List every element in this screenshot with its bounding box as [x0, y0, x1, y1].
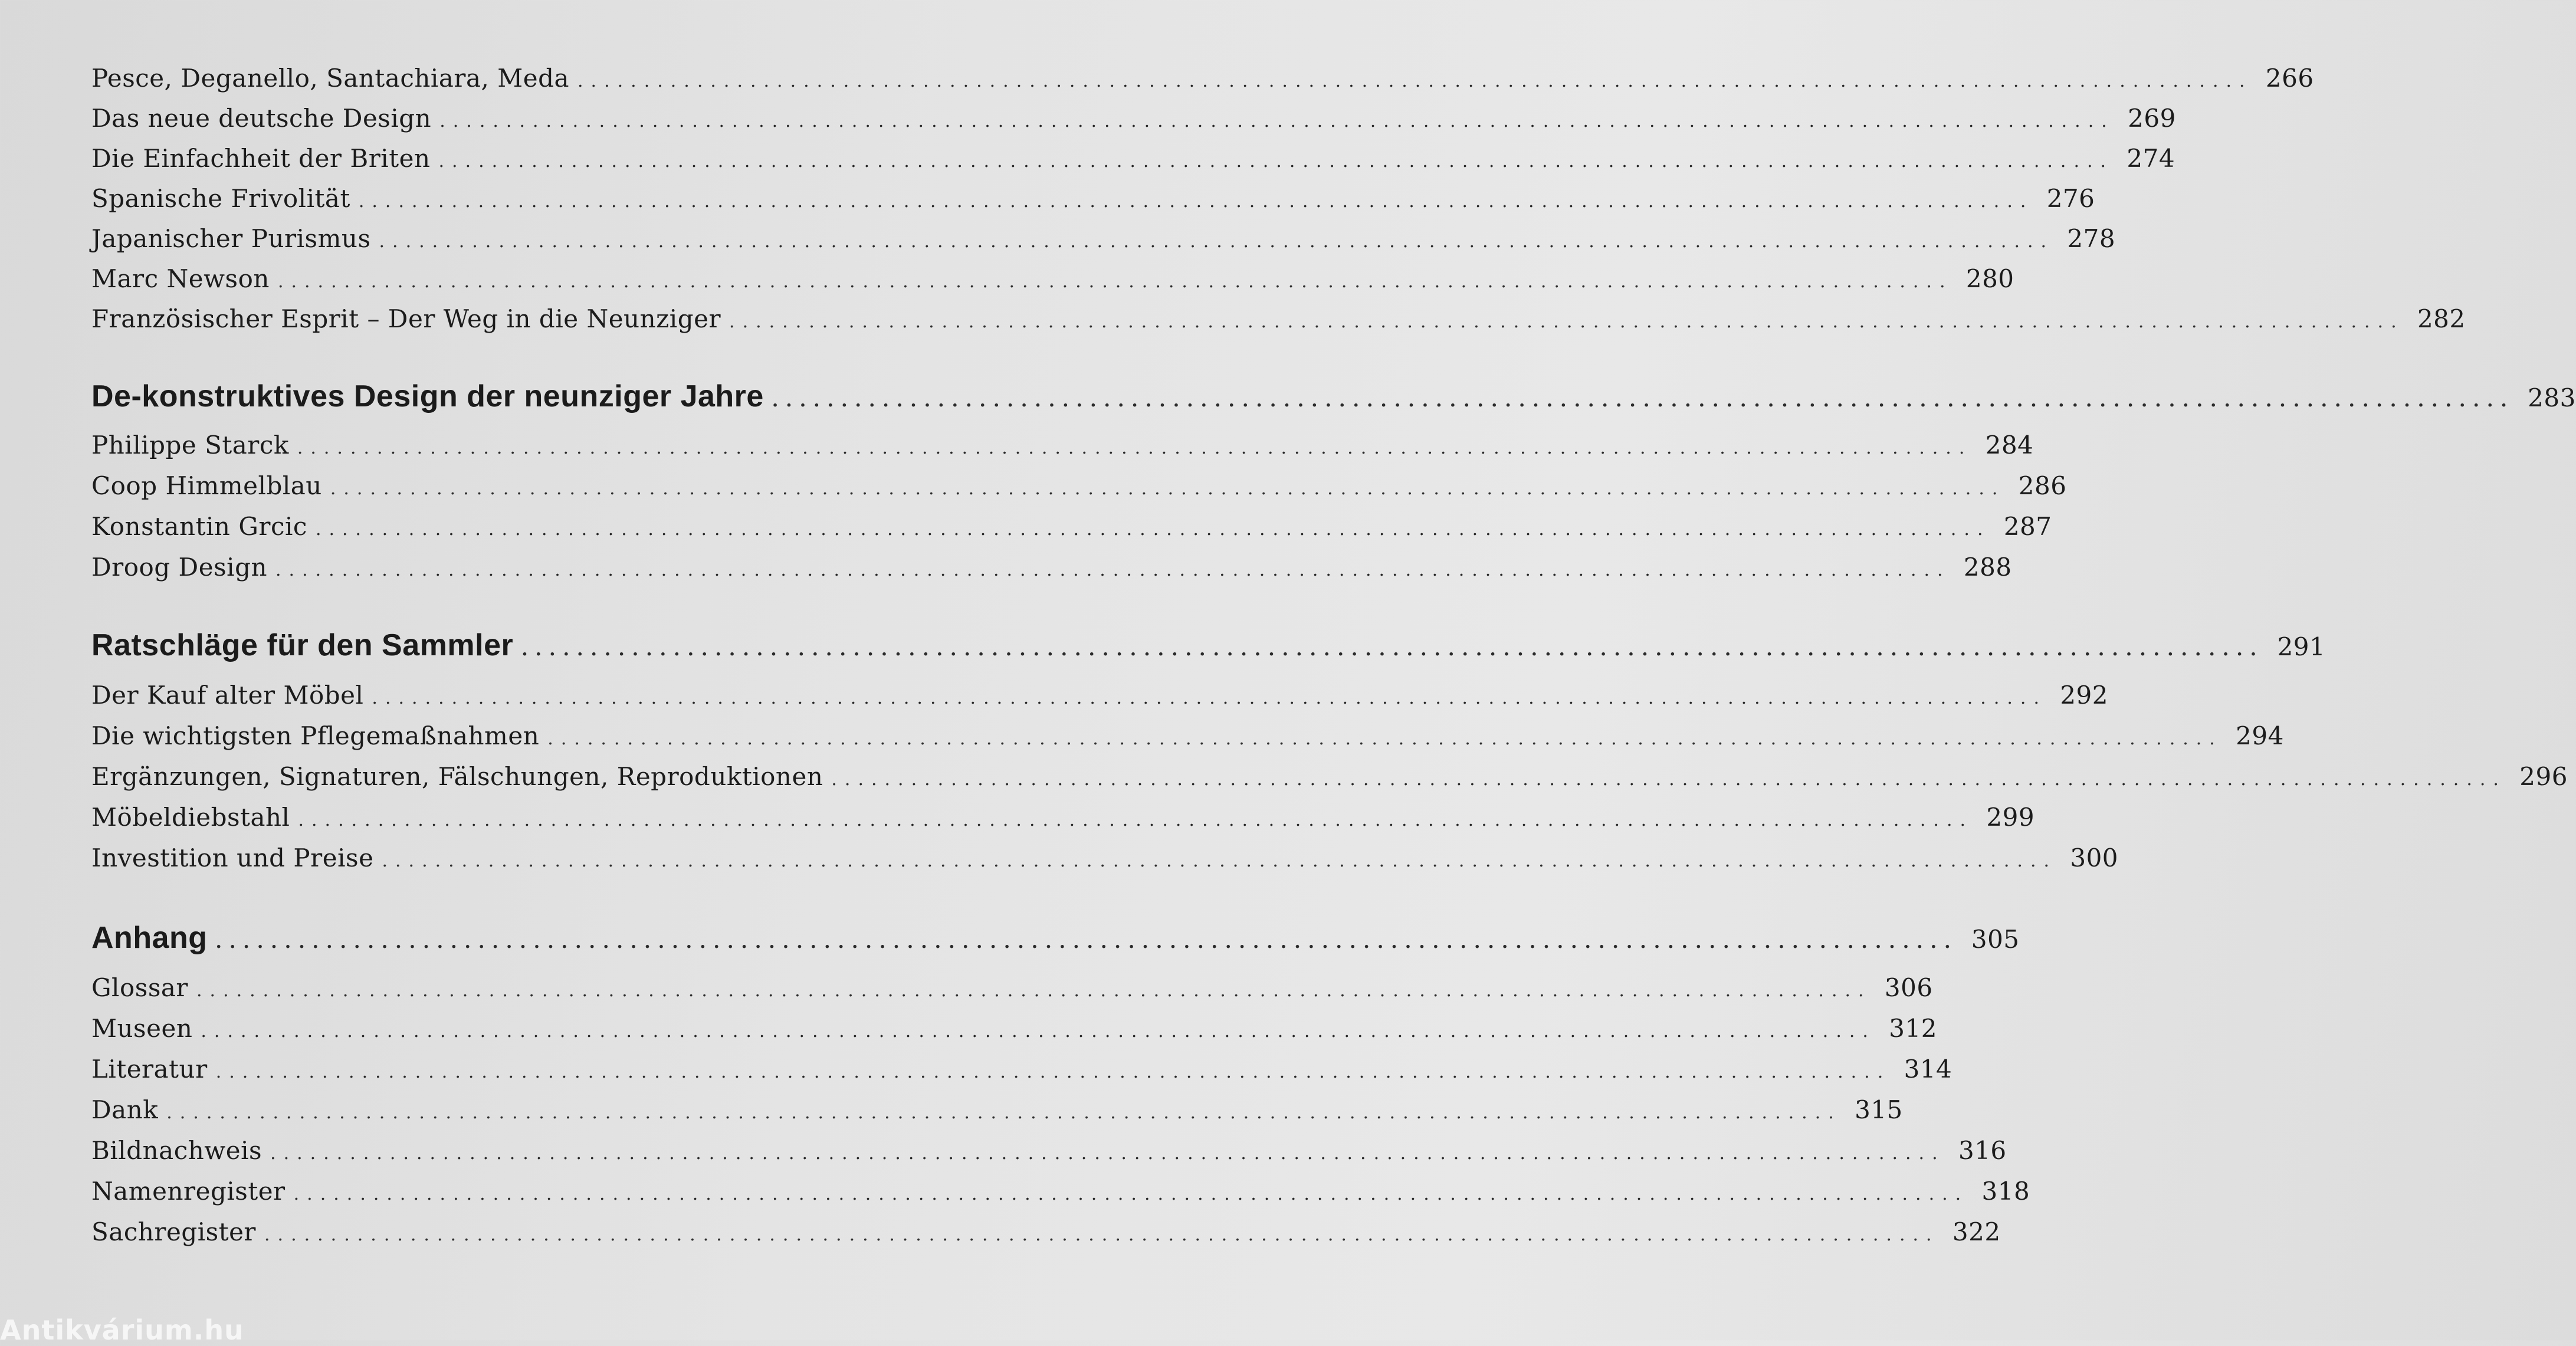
toc-entry: [91, 1217, 2001, 1246]
toc-entry: [91, 64, 2314, 93]
toc-entry: [91, 681, 2108, 710]
toc-entry-title: Coop Himmelblau: [91, 471, 322, 500]
toc-entry-title: Die wichtigsten Pflegemaßnahmen: [91, 721, 540, 750]
dot-leader: ..............................................................................................................................: [315, 519, 1991, 540]
section-heading-page: 305: [1971, 925, 2020, 954]
toc-entry-page: 292: [2060, 681, 2108, 710]
dot-leader: ..............................................................................................................................: [330, 478, 2006, 499]
toc-entry-title: Japanischer Purismus: [91, 224, 371, 253]
toc-entry: [91, 1014, 1937, 1043]
toc-entry: [91, 973, 1933, 1002]
section-heading-title: De-konstruktives Design der neunziger Jahre: [91, 379, 764, 413]
toc-entry-page: 274: [2127, 144, 2175, 173]
toc-entry: [91, 1136, 2007, 1165]
dot-leader: ..............................................................................................................................: [293, 1184, 1969, 1204]
toc-entry-page: 322: [1952, 1217, 2001, 1246]
toc-entry-title: Sachregister: [91, 1217, 256, 1246]
dot-leader: ..............................................................................................................................: [298, 810, 1974, 830]
toc-entry-page: 294: [2236, 721, 2284, 750]
toc-entry-title: Philippe Starck: [91, 431, 289, 459]
toc-entry-page: 286: [2018, 471, 2067, 500]
toc-entry-page: 296: [2519, 762, 2568, 791]
toc-entry-page: 284: [1985, 431, 2034, 459]
section-heading: [91, 379, 2576, 414]
toc-entry-page: 288: [1963, 553, 2012, 582]
toc-entry: [91, 803, 2035, 832]
toc-entry: [91, 553, 2012, 582]
toc-entry: [91, 762, 2568, 791]
toc-entry-page: 287: [2003, 512, 2052, 541]
toc-entry-page: 318: [1981, 1177, 2030, 1206]
toc-entry-title: Pesce, Deganello, Santachiara, Meda: [91, 64, 570, 93]
toc-entry-page: 312: [1889, 1014, 1937, 1043]
toc-entry-page: 269: [2128, 104, 2176, 133]
dot-leader: ..............................................................................................................................: [275, 560, 1951, 580]
toc-entry-title: Die Einfachheit der Briten: [91, 144, 431, 173]
section-heading: [91, 628, 2326, 663]
toc-entry-title: Dank: [91, 1095, 159, 1124]
toc-entry-title: Literatur: [91, 1055, 208, 1084]
dot-leader: ..............................................................................................................................: [379, 231, 2055, 252]
toc-entry-title: Ergänzungen, Signaturen, Fälschungen, Reproduktionen: [91, 762, 823, 791]
toc-entry-page: 278: [2067, 224, 2116, 253]
dot-leader: ..............................................................................................................................: [215, 932, 1958, 953]
watermark: Antikvárium.hu: [0, 1314, 244, 1346]
toc-entry-title: Bildnachweis: [91, 1136, 262, 1165]
dot-leader: ..............................................................................................................................: [547, 728, 2223, 749]
toc-entry-title: Marc Newson: [91, 264, 270, 293]
dot-leader: ..............................................................................................................................: [831, 769, 2506, 790]
section-heading-title: Anhang: [91, 921, 208, 955]
toc-entry-page: 299: [1986, 803, 2035, 832]
toc-entry-title: Konstantin Grcic: [91, 512, 307, 541]
toc-entry-title: Investition und Preise: [91, 843, 374, 872]
dot-leader: ..............................................................................................................................: [215, 1062, 1891, 1082]
dot-leader: ..............................................................................................................................: [439, 111, 2115, 132]
toc-entry-title: Droog Design: [91, 553, 268, 582]
toc-entry: [91, 431, 2034, 459]
dot-leader: ..............................................................................................................................: [577, 71, 2253, 91]
toc-entry-title: Glossar: [91, 973, 188, 1002]
toc-entry-page: 280: [1965, 264, 2014, 293]
toc-entry: [91, 721, 2284, 750]
toc-entry: [91, 471, 2067, 500]
toc-entry: [91, 843, 2119, 872]
toc-entry-page: 276: [2046, 184, 2095, 213]
toc-entry-title: Der Kauf alter Möbel: [91, 681, 364, 710]
toc-entry-page: 315: [1855, 1095, 1903, 1124]
toc-entry: [91, 144, 2175, 173]
toc-entry-page: 282: [2417, 304, 2466, 333]
toc-entry: [91, 512, 2052, 541]
toc-entry: [91, 1055, 1952, 1084]
dot-leader: ..............................................................................................................................: [196, 980, 1872, 1001]
dot-leader: ..............................................................................................................................: [297, 438, 1973, 458]
section-heading: [91, 920, 2020, 956]
dot-leader: ..............................................................................................................................: [166, 1102, 1842, 1123]
dot-leader: ..............................................................................................................................: [201, 1021, 1876, 1042]
toc-entry: [91, 1095, 1903, 1124]
dot-leader: ..............................................................................................................................: [277, 271, 1953, 292]
toc-entry-page: 300: [2070, 843, 2119, 872]
toc-entry-title: Möbeldiebstahl: [91, 803, 290, 832]
dot-leader: ..............................................................................................................................: [382, 851, 2057, 871]
toc-entry-page: 266: [2265, 64, 2314, 93]
dot-leader: ..............................................................................................................................: [772, 390, 2515, 411]
toc-entry-page: 316: [1958, 1136, 2007, 1165]
toc-entry-title: Französischer Esprit – Der Weg in die Neunziger: [91, 304, 721, 333]
section-heading-page: 291: [2277, 632, 2326, 661]
toc-entry: [91, 1177, 2030, 1206]
toc-entry: [91, 264, 2014, 293]
toc-entry-title: Spanische Frivolität: [91, 184, 350, 213]
toc-entry-title: Namenregister: [91, 1177, 286, 1206]
dot-leader: ..............................................................................................................................: [729, 311, 2404, 332]
toc-entry: [91, 184, 2095, 213]
dot-leader: ..............................................................................................................................: [358, 191, 2034, 212]
toc-entry-page: 314: [1904, 1055, 1952, 1084]
dot-leader: ..............................................................................................................................: [270, 1143, 1945, 1164]
toc-entry-title: Museen: [91, 1014, 193, 1043]
toc-entry: [91, 224, 2116, 253]
toc-entry: [91, 104, 2176, 133]
section-heading-title: Ratschläge für den Sammler: [91, 628, 514, 662]
dot-leader: ..............................................................................................................................: [264, 1224, 1940, 1245]
toc-entry: [91, 304, 2466, 333]
toc-entry-page: 306: [1884, 973, 1933, 1002]
section-heading-page: 283: [2528, 383, 2576, 412]
dot-leader: ..............................................................................................................................: [438, 151, 2114, 172]
dot-leader: ..............................................................................................................................: [521, 639, 2265, 660]
dot-leader: ..............................................................................................................................: [372, 688, 2047, 708]
toc-entry-title: Das neue deutsche Design: [91, 104, 432, 133]
